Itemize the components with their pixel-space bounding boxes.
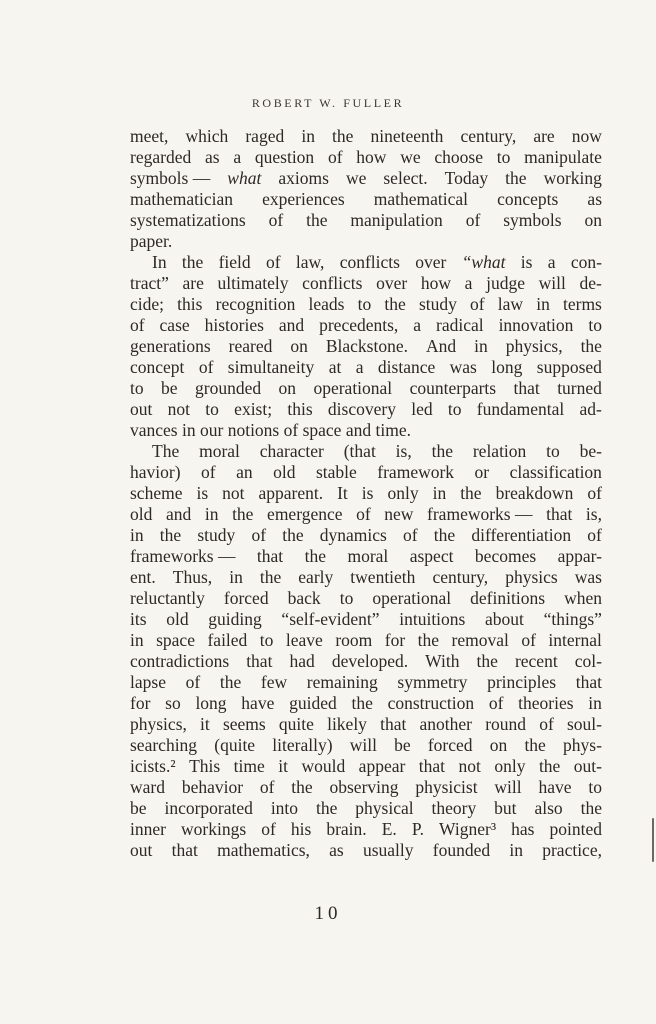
text-line: scheme is not apparent. It is only in the breakdown of xyxy=(130,483,602,503)
text-line: be incorporated into the physical theory but also the xyxy=(130,798,602,818)
text-line: tract” are ultimately conflicts over how a judge will de- xyxy=(130,273,602,293)
text-line: concept of simultaneity at a distance was long supposed xyxy=(130,357,602,377)
text-line: icists.² This time it would appear that not only the out- xyxy=(130,756,602,776)
text-line: reluctantly forced back to operational definitions when xyxy=(130,588,602,608)
running-head: ROBERT W. FULLER xyxy=(251,96,405,110)
text-line: vances in our notions of space and time. xyxy=(130,420,411,440)
text-line: cide; this recognition leads to the study of law in terms xyxy=(130,294,602,314)
text-line: ward behavior of the observing physicist will have to xyxy=(130,777,602,797)
page-edge-mark xyxy=(652,818,654,862)
text-line: its old guiding “self-evident” intuitions about “things” xyxy=(130,609,602,629)
text-line: mathematician experiences mathematical concepts as xyxy=(130,189,602,209)
text-line: inner workings of his brain. E. P. Wigner³ has pointed xyxy=(130,819,602,839)
paragraph-first-line: The moral character (that is, the relation to be- xyxy=(152,441,602,461)
paragraph-first-line: In the field of law, conflicts over “what is a con- xyxy=(152,252,602,272)
text-line: symbols — what axioms we select. Today the working xyxy=(130,168,602,188)
text-line: physics, it seems quite likely that another round of soul- xyxy=(130,714,602,734)
text-line: searching (quite literally) will be forced on the phys- xyxy=(130,735,602,755)
text-line: paper. xyxy=(130,231,173,251)
text-line: systematizations of the manipulation of symbols on xyxy=(130,210,602,230)
body-text xyxy=(130,126,602,861)
text-line: old and in the emergence of new frameworks — that is, xyxy=(130,504,602,524)
text-line: havior) of an old stable framework or classification xyxy=(130,462,602,482)
text-line: out not to exist; this discovery led to fundamental ad- xyxy=(130,399,602,419)
text-line: contradictions that had developed. With the recent col- xyxy=(130,651,602,671)
text-line: out that mathematics, as usually founded in practice, xyxy=(130,840,602,860)
text-line: in space failed to leave room for the removal of internal xyxy=(130,630,602,650)
text-line: frameworks — that the moral aspect becomes appar- xyxy=(130,546,602,566)
text-line: of case histories and precedents, a radical innovation to xyxy=(130,315,602,335)
text-line: ent. Thus, in the early twentieth century, physics was xyxy=(130,567,602,587)
text-line: regarded as a question of how we choose to manipulate xyxy=(130,147,602,167)
text-line: in the study of the dynamics of the differentiation of xyxy=(130,525,602,545)
text-line: meet, which raged in the nineteenth century, are now xyxy=(130,126,602,146)
text-line: to be grounded on operational counterparts that turned xyxy=(130,378,602,398)
text-line: generations reared on Blackstone. And in physics, the xyxy=(130,336,602,356)
text-line: for so long have guided the construction of theories in xyxy=(130,693,602,713)
page-number: 10 xyxy=(314,903,342,924)
text-line: lapse of the few remaining symmetry principles that xyxy=(130,672,602,692)
